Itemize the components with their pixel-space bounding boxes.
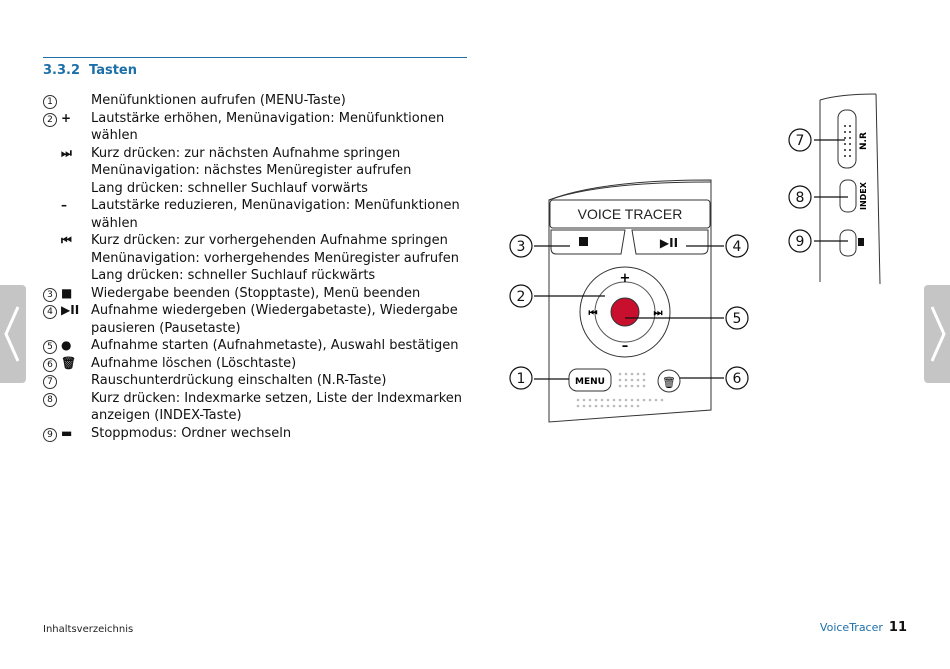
section-title: Tasten xyxy=(89,63,137,78)
key-symbol-icon: + xyxy=(61,110,72,125)
item-number: 3 xyxy=(43,288,57,302)
key-symbol-icon: ● xyxy=(61,338,72,352)
nr-switch xyxy=(838,110,856,168)
callout-4: 4 xyxy=(732,239,742,255)
folder-icon xyxy=(858,238,864,246)
item-text: Menünavigation: vorhergehendes Menüregister aufrufen xyxy=(91,250,459,266)
index-button xyxy=(840,180,856,212)
item-number: 7 xyxy=(43,375,57,389)
menu-label: MENU xyxy=(575,377,605,387)
item-text: Aufnahme wiedergeben (Wiedergabetaste), Wiedergabe pausieren (Pausetaste) xyxy=(91,303,458,336)
callout-3: 3 xyxy=(516,239,526,255)
callout-8: 8 xyxy=(795,190,805,206)
item-text: Rauschunterdrückung einschalten (N.R-Taste) xyxy=(91,373,387,388)
volume-up-icon: + xyxy=(619,271,631,286)
item-text: Menünavigation: nächstes Menüregister aufrufen xyxy=(91,163,412,178)
play-pause-icon: ▶II xyxy=(659,236,679,250)
item-text: Aufnahme löschen (Löschtaste) xyxy=(91,355,297,371)
volume-down-icon: – xyxy=(621,339,629,354)
footer-page-info xyxy=(820,620,907,635)
item-number: 2 xyxy=(43,113,57,127)
folder-button xyxy=(840,230,856,256)
item-number: 1 xyxy=(43,95,57,109)
item-text: Lang drücken: schneller Suchlauf rückwärts xyxy=(91,268,376,283)
page-number: 11 xyxy=(888,620,907,635)
item-text: Lautstärke reduzieren, Menünavigation: Menüfunktionen wählen xyxy=(91,198,460,231)
nr-label: N.R xyxy=(859,132,869,150)
section-number: 3.3.2 xyxy=(43,63,81,78)
item-number: 6 xyxy=(43,358,57,372)
index-label: INDEX xyxy=(859,182,868,210)
trash-icon: 🗑 xyxy=(662,376,676,389)
callout-5: 5 xyxy=(732,311,742,327)
callout-6: 6 xyxy=(732,371,742,387)
item-text: Stoppmodus: Ordner wechseln xyxy=(91,425,292,441)
key-symbol-icon: ▶II xyxy=(61,303,80,317)
item-number: 9 xyxy=(43,428,57,442)
item-text: Menüfunktionen aufrufen (MENU-Taste) xyxy=(91,93,346,108)
item-text: Lautstärke erhöhen, Menünavigation: Menüfunktionen wählen xyxy=(91,110,445,143)
key-symbol-icon: ▬ xyxy=(61,425,73,440)
previous-icon: ⏮ xyxy=(588,308,598,319)
brand-label: VOICE TRACER xyxy=(577,206,683,222)
item-text: Aufnahme starten (Aufnahmetaste), Auswahl bestätigen xyxy=(91,338,459,353)
item-text: Kurz drücken: zur vorhergehenden Aufnahme springen xyxy=(91,233,448,248)
callout-9: 9 xyxy=(795,234,805,250)
stop-icon xyxy=(579,237,588,246)
key-symbol-icon: ⏭ xyxy=(61,145,72,160)
item-text: Kurz drücken: zur nächsten Aufnahme springen xyxy=(91,145,401,161)
item-number: 5 xyxy=(43,340,57,354)
key-symbol-icon: ⏮ xyxy=(61,233,72,247)
item-text: Lang drücken: schneller Suchlauf vorwärts xyxy=(91,180,368,196)
key-symbol-icon: ■ xyxy=(61,285,73,300)
callout-2: 2 xyxy=(516,289,526,305)
footer-toc-link[interactable]: Inhaltsverzeichnis xyxy=(43,624,134,635)
item-text: Wiedergabe beenden (Stopptaste), Menü beenden xyxy=(91,285,421,301)
device-side xyxy=(820,94,880,284)
key-symbol-icon: – xyxy=(61,198,67,212)
footer-brand: VoiceTracer xyxy=(819,621,883,634)
next-icon: ⏭ xyxy=(653,308,663,319)
item-text: Kurz drücken: Indexmarke setzen, Liste der Indexmarken anzeigen (INDEX-Taste) xyxy=(91,390,463,423)
callout-7: 7 xyxy=(795,133,805,149)
callout-1: 1 xyxy=(516,371,526,387)
record-button[interactable] xyxy=(611,298,639,326)
item-number: 4 xyxy=(43,305,57,319)
key-symbol-icon: 🗑 xyxy=(61,355,77,370)
item-number: 8 xyxy=(43,393,57,407)
